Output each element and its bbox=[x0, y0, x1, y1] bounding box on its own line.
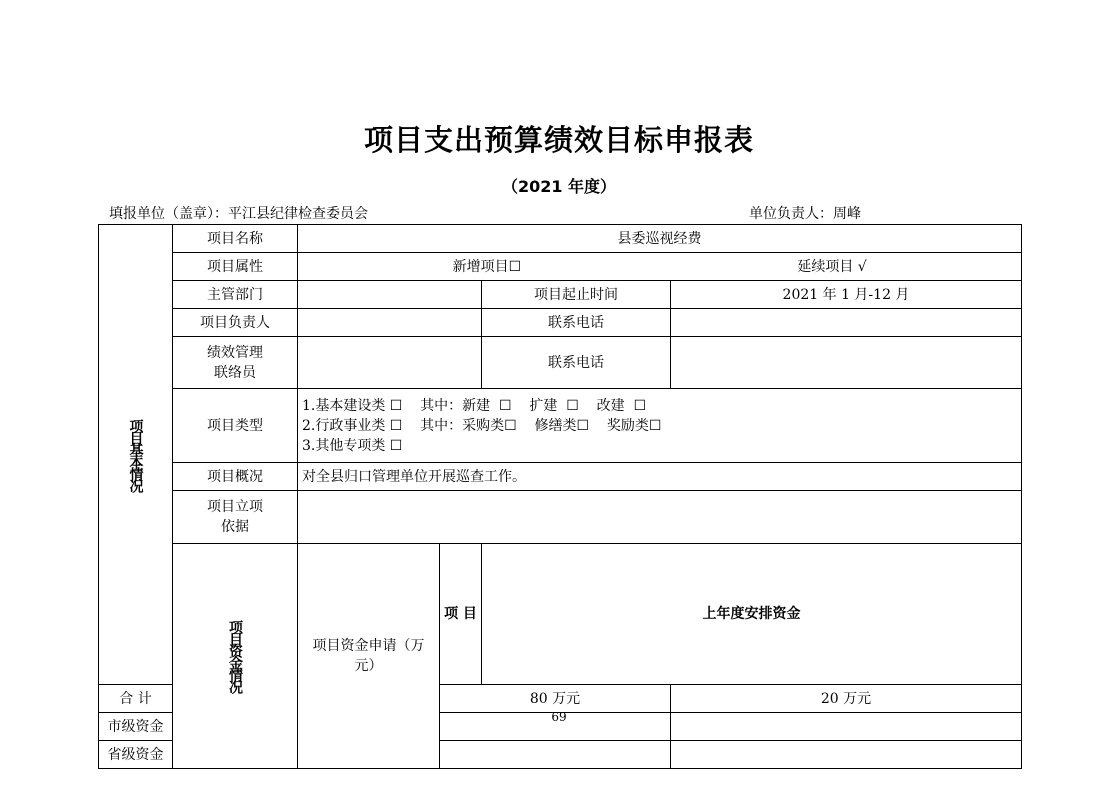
unit-responsible: 单位负责人：周峰 bbox=[749, 206, 861, 222]
project-attr-label: 项目属性 bbox=[173, 253, 298, 281]
row-this: 20 万元 bbox=[671, 685, 1022, 713]
basis-label: 项目立项 依据 bbox=[173, 491, 298, 544]
page-title: 项目支出预算绩效目标申报表 bbox=[363, 123, 754, 157]
basis-value bbox=[298, 491, 1022, 544]
section-funding-label: 项目资金情况 bbox=[173, 544, 298, 769]
dept-value bbox=[298, 281, 482, 309]
funding-apply-label: 项目资金申请（万 元） bbox=[298, 544, 440, 769]
type-line-3: 3.其他专项类 ☐ bbox=[302, 437, 403, 454]
col-last-year-header: 上年度安排资金 bbox=[482, 544, 1022, 685]
attr-new-option: 新增项目☐ bbox=[452, 258, 522, 275]
attr-continued-option: 延续项目 √ bbox=[797, 258, 867, 275]
liaison-label: 绩效管理 联络员 bbox=[173, 337, 298, 389]
col-item-header: 项 目 bbox=[440, 544, 482, 685]
overview-value: 对全县归口管理单位开展巡查工作。 bbox=[298, 463, 1022, 491]
project-name-label: 项目名称 bbox=[173, 225, 298, 253]
row-item: 合 计 bbox=[99, 685, 173, 713]
leader-value bbox=[298, 309, 482, 337]
row-last: 80 万元 bbox=[440, 685, 671, 713]
leader-label: 项目负责人 bbox=[173, 309, 298, 337]
year-subtitle: （2021 年度） bbox=[501, 177, 617, 196]
page-number: 69 bbox=[551, 710, 567, 724]
section-basic-label: 项目基本情况 bbox=[99, 225, 173, 685]
period-value: 2021 年 1 月-12 月 bbox=[671, 281, 1022, 309]
project-name-value: 县委巡视经费 bbox=[298, 225, 1022, 253]
dept-label: 主管部门 bbox=[173, 281, 298, 309]
overview-label: 项目概况 bbox=[173, 463, 298, 491]
period-label: 项目起止时间 bbox=[482, 281, 671, 309]
phone-label: 联系电话 bbox=[482, 309, 671, 337]
row-this bbox=[671, 741, 1022, 769]
type-label: 项目类型 bbox=[173, 389, 298, 463]
row-item: 省级资金 bbox=[99, 741, 173, 769]
phone-value bbox=[671, 309, 1022, 337]
budget-form-table bbox=[98, 224, 1022, 769]
phone2-value bbox=[671, 337, 1022, 389]
liaison-value bbox=[298, 337, 482, 389]
row-last bbox=[440, 741, 671, 769]
type-options bbox=[298, 389, 1022, 463]
project-attr-value bbox=[298, 253, 1022, 281]
type-line-2: 2.行政事业类 ☐ 其中：采购类☐ 修缮类☐ 奖励类☐ bbox=[302, 417, 662, 434]
type-line-1: 1.基本建设类 ☐ 其中：新建 ☐ 扩建 ☐ 改建 ☐ bbox=[302, 397, 647, 414]
reporting-unit: 填报单位（盖章）：平江县纪律检查委员会 bbox=[109, 206, 368, 222]
row-item: 市级资金 bbox=[99, 713, 173, 741]
phone2-label: 联系电话 bbox=[482, 337, 671, 389]
